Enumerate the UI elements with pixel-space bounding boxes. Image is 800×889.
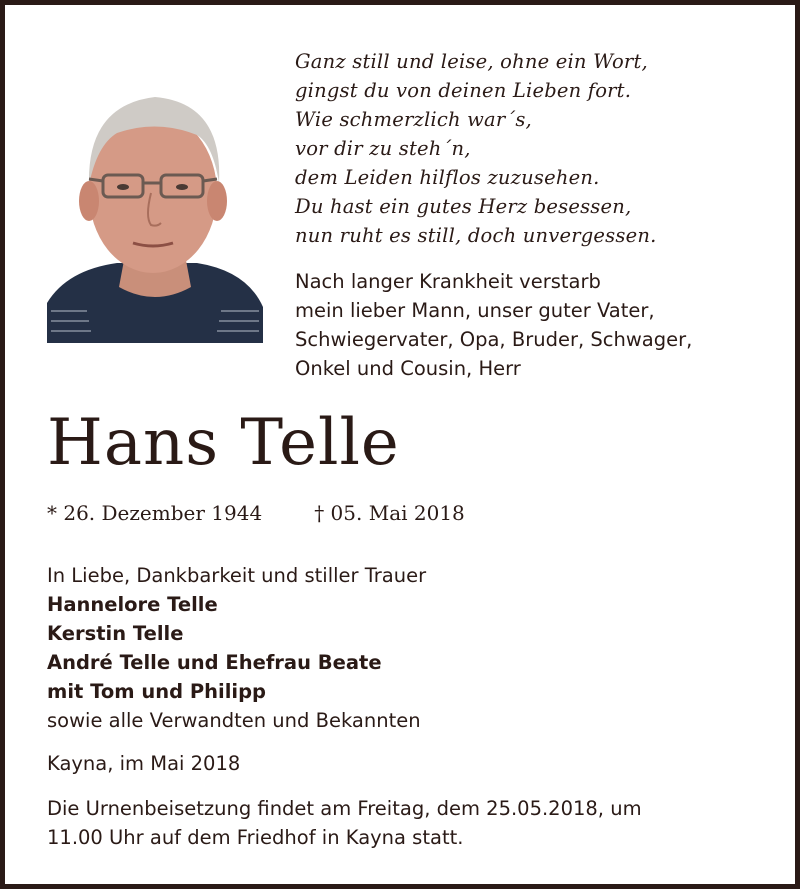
birth-date: * 26. Dezember 1944 <box>47 501 263 525</box>
poem-line: Du hast ein gutes Herz besessen, <box>295 195 632 218</box>
funeral-info <box>47 794 642 852</box>
death-announcement <box>295 267 692 383</box>
announcement-line: mein lieber Mann, unser guter Vater, <box>295 299 655 322</box>
announcement-line: Schwiegervater, Opa, Bruder, Schwager, <box>295 328 693 351</box>
mourner-name: mit Tom und Philipp <box>47 680 266 703</box>
mourners-outro: sowie alle Verwandten und Bekannten <box>47 709 421 732</box>
portrait-icon <box>47 75 263 343</box>
poem-verse <box>295 47 656 250</box>
announcement-line: Onkel und Cousin, Herr <box>295 357 521 380</box>
mourner-name: André Telle und Ehefrau Beate <box>47 651 382 674</box>
poem-line: Wie schmerzlich war´s, <box>295 108 532 131</box>
place-date: Kayna, im Mai 2018 <box>47 752 241 775</box>
poem-line: dem Leiden hilflos zuzusehen. <box>295 166 600 189</box>
funeral-line: 11.00 Uhr auf dem Friedhof in Kayna statt. <box>47 826 464 849</box>
death-date: † 05. Mai 2018 <box>314 501 465 525</box>
mourner-name: Hannelore Telle <box>47 593 218 616</box>
deceased-name: Hans Telle <box>47 406 400 480</box>
life-dates <box>47 499 465 527</box>
portrait-photo <box>47 75 263 343</box>
mourners-block <box>47 561 426 735</box>
poem-line: gingst du von deinen Lieben fort. <box>295 79 632 102</box>
mourners-intro: In Liebe, Dankbarkeit und stiller Trauer <box>47 564 427 587</box>
poem-line: nun ruht es still, doch unvergessen. <box>295 224 657 247</box>
funeral-line: Die Urnenbeisetzung findet am Freitag, dem 25.05.2018, um <box>47 797 642 820</box>
mourner-name: Kerstin Telle <box>47 622 184 645</box>
poem-line: Ganz still und leise, ohne ein Wort, <box>295 50 648 73</box>
announcement-line: Nach langer Krankheit verstarb <box>295 270 601 293</box>
poem-line: vor dir zu steh´n, <box>295 137 471 160</box>
